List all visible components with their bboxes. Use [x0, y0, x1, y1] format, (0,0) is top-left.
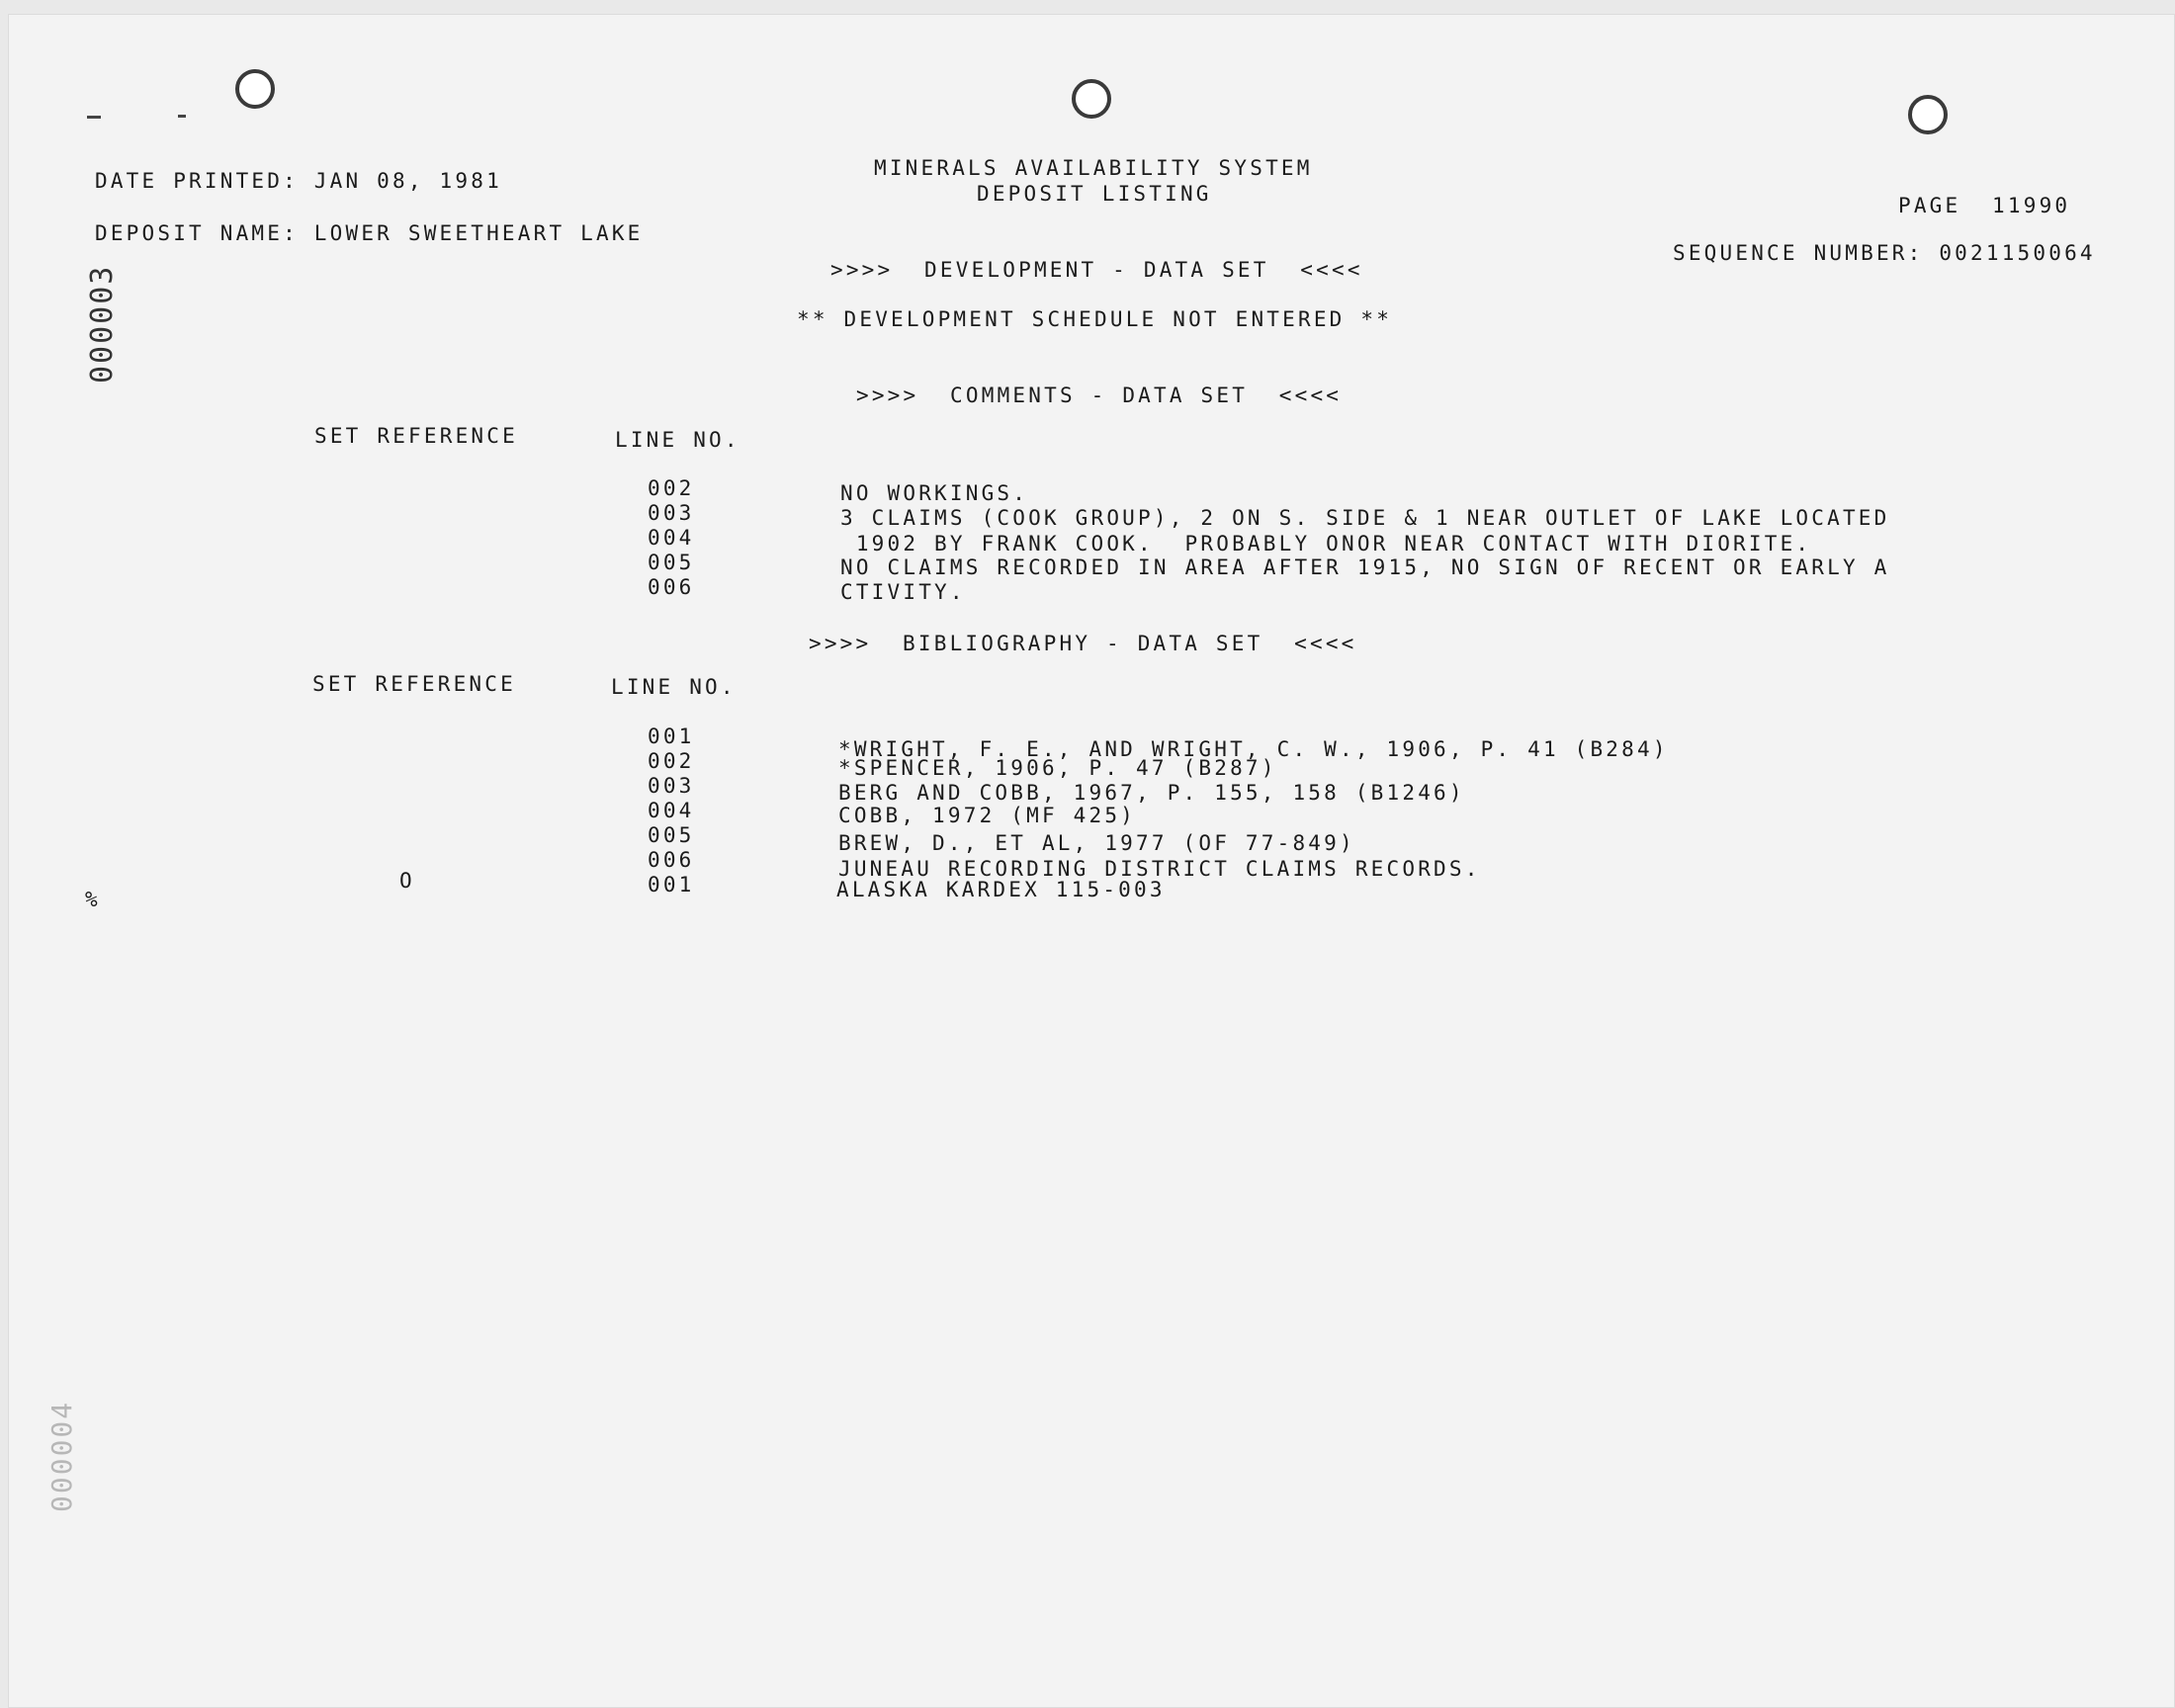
side-stamp-bottom: 000004 [45, 1400, 78, 1512]
side-stamp-top: 000003 [85, 264, 120, 384]
bibliography-heading: >>>> BIBLIOGRAPHY - DATA SET <<<< [809, 632, 1357, 655]
biblio-text: JUNEAU RECORDING DISTRICT CLAIMS RECORDS. [838, 857, 1481, 881]
comment-line-no: 005 [648, 551, 695, 574]
biblio-line-no: 005 [648, 823, 695, 847]
biblio-text: ALASKA KARDEX 115-003 [836, 878, 1166, 901]
comments-heading: >>>> COMMENTS - DATA SET <<<< [856, 384, 1343, 407]
comments-col-set-reference: SET REFERENCE [314, 424, 518, 448]
biblio-line-no: 004 [648, 799, 695, 822]
comment-text: NO WORKINGS. [840, 481, 1029, 505]
punch-hole-left [235, 69, 275, 109]
report-subtitle: DEPOSIT LISTING [977, 182, 1212, 206]
development-heading: >>>> DEVELOPMENT - DATA SET <<<< [830, 258, 1363, 282]
report-title: MINERALS AVAILABILITY SYSTEM [874, 156, 1313, 180]
deposit-name: DEPOSIT NAME: LOWER SWEETHEART LAKE [95, 221, 644, 245]
bibliography-col-line-no: LINE NO. [611, 675, 737, 699]
comment-line-no: 004 [648, 526, 695, 550]
date-printed: DATE PRINTED: JAN 08, 1981 [95, 169, 502, 193]
comment-text: 1902 BY FRANK COOK. PROBABLY ONOR NEAR CONTACT WITH DIORITE. [840, 532, 1812, 555]
page-number: PAGE 11990 [1898, 194, 2071, 217]
comment-text: CTIVITY. [840, 580, 966, 604]
bibliography-col-set-reference: SET REFERENCE [312, 672, 516, 696]
biblio-text: *SPENCER, 1906, P. 47 (B287) [838, 756, 1277, 780]
comments-col-line-no: LINE NO. [615, 428, 740, 452]
biblio-line-no: 006 [648, 848, 695, 872]
development-notice: ** DEVELOPMENT SCHEDULE NOT ENTERED ** [797, 307, 1393, 331]
punch-hole-right [1908, 95, 1948, 134]
print-mark [178, 115, 186, 118]
biblio-text: *WRIGHT, F. E., AND WRIGHT, C. W., 1906, P. 41 (B284) [838, 737, 1669, 761]
sequence-number: SEQUENCE NUMBER: 0021150064 [1673, 241, 2096, 265]
biblio-text: COBB, 1972 (MF 425) [838, 804, 1137, 827]
print-mark [87, 116, 101, 119]
percent-mark: % [85, 888, 101, 911]
biblio-set-reference: O [399, 869, 415, 893]
comment-line-no: 003 [648, 501, 695, 525]
biblio-line-no: 003 [648, 774, 695, 798]
biblio-line-no: 002 [648, 749, 695, 773]
punch-hole-center [1072, 79, 1111, 119]
biblio-line-no: 001 [648, 725, 695, 748]
comment-line-no: 006 [648, 575, 695, 599]
comment-text: 3 CLAIMS (COOK GROUP), 2 ON S. SIDE & 1 NEAR OUTLET OF LAKE LOCATED [840, 506, 1890, 530]
comment-line-no: 002 [648, 476, 695, 500]
biblio-text: BREW, D., ET AL, 1977 (OF 77-849) [838, 831, 1355, 855]
biblio-text: BERG AND COBB, 1967, P. 155, 158 (B1246) [838, 781, 1465, 805]
comment-text: NO CLAIMS RECORDED IN AREA AFTER 1915, NO SIGN OF RECENT OR EARLY A [840, 555, 1890, 579]
biblio-line-no: 001 [648, 873, 695, 897]
